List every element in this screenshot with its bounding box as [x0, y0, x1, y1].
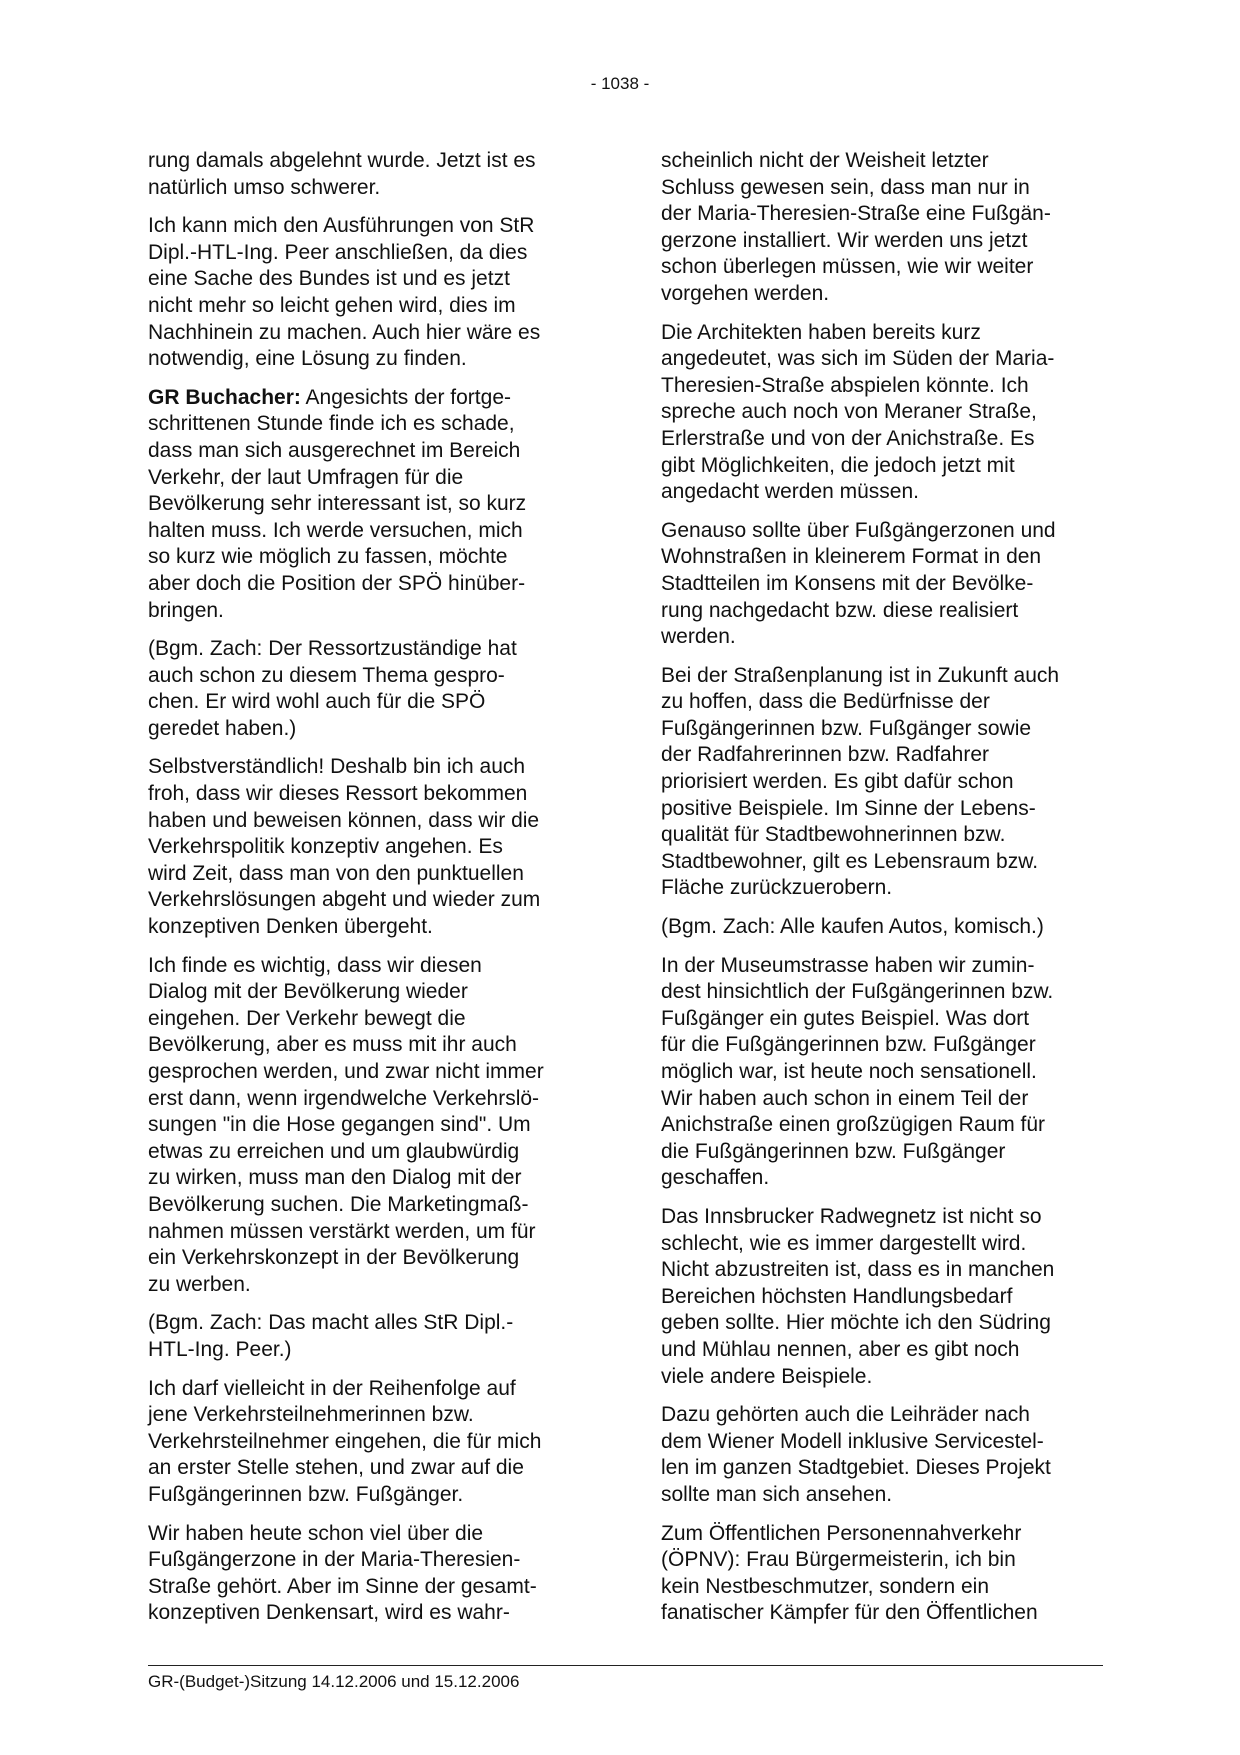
line-text: (Bgm. Zach: Das macht alles StR Dipl.-	[148, 1311, 514, 1335]
line-text: Dazu gehörten auch die Leihräder nach	[661, 1403, 1030, 1427]
text-line	[661, 281, 1107, 308]
line-text: Bei der Straßenplanung ist in Zukunft auch	[661, 663, 1060, 687]
line-text: zu hoffen, dass die Bedürfnisse der	[661, 690, 990, 714]
text-line	[148, 887, 588, 914]
paragraph	[661, 148, 1107, 308]
line-text: Genauso sollte über Fußgängerzonen und	[661, 518, 1056, 542]
text-line	[661, 175, 1107, 202]
line-text: Nachhinein zu machen. Auch hier wäre es	[148, 320, 541, 344]
text-line	[148, 1376, 588, 1403]
line-text: Verkehrslösungen abgeht und wieder zum	[148, 888, 541, 912]
text-line	[661, 875, 1107, 902]
line-text: so kurz wie möglich zu fassen, möchte	[148, 545, 508, 569]
text-line	[661, 1032, 1107, 1059]
text-line	[148, 411, 588, 438]
text-line	[148, 1032, 588, 1059]
text-line	[661, 1482, 1107, 1509]
text-line	[148, 598, 588, 625]
text-line	[148, 1600, 588, 1627]
line-text: für die Fußgängerinnen bzw. Fußgänger	[661, 1033, 1036, 1057]
paragraph	[148, 213, 588, 373]
line-text: Dipl.-HTL-Ing. Peer anschließen, da dies	[148, 240, 528, 264]
text-line	[661, 1112, 1107, 1139]
line-text: eine Sache des Bundes ist und es jetzt	[148, 267, 510, 291]
text-line	[661, 796, 1107, 823]
text-line	[661, 399, 1107, 426]
text-line	[148, 953, 588, 980]
text-line	[148, 346, 588, 373]
text-line	[661, 716, 1107, 743]
paragraph	[661, 663, 1107, 902]
text-line	[148, 1455, 588, 1482]
text-line	[148, 320, 588, 347]
text-line	[661, 453, 1107, 480]
line-text: wird Zeit, dass man von den punktuellen	[148, 861, 524, 885]
line-text: und Mühlau nennen, aber es gibt noch	[661, 1337, 1020, 1361]
text-line	[661, 254, 1107, 281]
text-line	[148, 1402, 588, 1429]
footer-divider	[148, 1665, 1103, 1666]
line-text: bringen.	[148, 598, 224, 622]
line-text: notwendig, eine Lösung zu finden.	[148, 347, 467, 371]
text-line	[148, 808, 588, 835]
text-line	[148, 266, 588, 293]
text-line	[661, 1310, 1107, 1337]
paragraph	[661, 1204, 1107, 1390]
text-line	[148, 293, 588, 320]
text-line	[148, 544, 588, 571]
text-line	[148, 518, 588, 545]
text-line	[661, 1455, 1107, 1482]
line-text: Fußgängerzone in der Maria-Theresien-	[148, 1548, 521, 1572]
line-text: konzeptiven Denken übergeht.	[148, 915, 433, 939]
line-text: zu wirken, muss man den Dialog mit der	[148, 1166, 522, 1190]
line-text: (Bgm. Zach: Alle kaufen Autos, komisch.)	[661, 915, 1044, 939]
line-text: len im ganzen Stadtgebiet. Dieses Projekt	[661, 1456, 1051, 1480]
line-text: dass man sich ausgerechnet im Bereich	[148, 438, 521, 462]
line-text: Verkehrspolitik konzeptiv angehen. Es	[148, 835, 503, 859]
text-line	[148, 1521, 588, 1548]
text-line	[148, 1192, 588, 1219]
text-line	[148, 491, 588, 518]
text-line	[148, 1310, 588, 1337]
text-line	[661, 373, 1107, 400]
text-line	[661, 979, 1107, 1006]
text-line	[148, 240, 588, 267]
line-text: natürlich umso schwerer.	[148, 175, 381, 199]
line-text: Schluss gewesen sein, dass man nur in	[661, 175, 1030, 199]
line-text: gibt Möglichkeiten, die jedoch jetzt mit	[661, 453, 1015, 477]
paragraph	[148, 1310, 588, 1363]
line-text: fanatischer Kämpfer für den Öffentlichen	[661, 1601, 1038, 1625]
text-line	[661, 1337, 1107, 1364]
line-text: der Radfahrerinnen bzw. Radfahrer	[661, 743, 990, 767]
text-line	[661, 426, 1107, 453]
line-text: Wir haben auch schon in einem Teil der	[661, 1086, 1029, 1110]
line-text: Erlerstraße und von der Anichstraße. Es	[661, 426, 1035, 450]
text-line	[661, 598, 1107, 625]
left-text-column	[148, 148, 588, 1639]
text-line	[148, 438, 588, 465]
text-line	[148, 1574, 588, 1601]
line-text: zu werben.	[148, 1272, 251, 1296]
text-line	[661, 571, 1107, 598]
text-line	[661, 1547, 1107, 1574]
text-line	[661, 201, 1107, 228]
text-line	[661, 1402, 1107, 1429]
line-text: Bereichen höchsten Handlungsbedarf	[661, 1284, 1013, 1308]
line-text: priorisiert werden. Es gibt dafür schon	[661, 770, 1014, 794]
text-line	[661, 1257, 1107, 1284]
line-text: kein Nestbeschmutzer, sondern ein	[661, 1574, 990, 1598]
text-line	[661, 1059, 1107, 1086]
paragraph	[661, 914, 1107, 941]
text-line	[661, 1165, 1107, 1192]
line-text: eingehen. Der Verkehr bewegt die	[148, 1006, 466, 1030]
line-text: Fußgängerinnen bzw. Fußgänger sowie	[661, 716, 1032, 740]
line-text: (Bgm. Zach: Der Ressortzuständige hat	[148, 637, 517, 661]
line-text: schrittenen Stunde finde ich es schade,	[148, 412, 515, 436]
text-line	[148, 1272, 588, 1299]
line-text: schon überlegen müssen, wie wir weiter	[661, 255, 1034, 279]
line-text: Dialog mit der Bevölkerung wieder	[148, 980, 468, 1004]
line-text: Anichstraße einen großzügigen Raum für	[661, 1113, 1046, 1137]
text-line	[148, 1112, 588, 1139]
line-text: ein Verkehrskonzept in der Bevölkerung	[148, 1246, 520, 1270]
line-text: spreche auch noch von Meraner Straße,	[661, 400, 1037, 424]
line-text: Angesichts der fortge-	[300, 385, 511, 409]
text-line	[661, 1574, 1107, 1601]
line-text: Fläche zurückzuerobern.	[661, 876, 893, 900]
text-line	[661, 1086, 1107, 1113]
text-line	[661, 346, 1107, 373]
text-line	[148, 914, 588, 941]
paragraph	[661, 953, 1107, 1192]
text-line	[661, 1600, 1107, 1627]
text-line	[148, 175, 588, 202]
text-line	[661, 1521, 1107, 1548]
line-text: geben sollte. Hier möchte ich den Südring	[661, 1311, 1051, 1335]
line-text: jene Verkehrsteilnehmerinnen bzw.	[148, 1403, 474, 1427]
line-text: Bevölkerung sehr interessant ist, so kurz	[148, 492, 527, 516]
line-text: Zum Öffentlichen Personennahverkehr	[661, 1521, 1022, 1545]
line-text: rung damals abgelehnt wurde. Jetzt ist es	[148, 149, 536, 172]
line-text: qualität für Stadtbewohnerinnen bzw.	[661, 823, 1006, 847]
paragraph	[148, 385, 588, 624]
text-line	[148, 1059, 588, 1086]
text-line	[148, 1219, 588, 1246]
line-text: Theresien-Straße abspielen könnte. Ich	[661, 373, 1029, 397]
line-text: sungen "in die Hose gegangen sind". Um	[148, 1113, 531, 1137]
text-line	[661, 822, 1107, 849]
paragraph	[148, 1376, 588, 1509]
text-line	[661, 518, 1107, 545]
text-line	[661, 1284, 1107, 1311]
line-text: Ich finde es wichtig, dass wir diesen	[148, 953, 482, 977]
text-line	[661, 953, 1107, 980]
line-text: Selbstverständlich! Deshalb bin ich auch	[148, 755, 526, 779]
text-line	[148, 834, 588, 861]
text-line	[148, 465, 588, 492]
right-text-column	[661, 148, 1107, 1639]
line-text: angedeutet, was sich im Süden der Maria-	[661, 347, 1055, 371]
speaker-name: GR Buchacher:	[148, 385, 301, 409]
line-text: Ich kann mich den Ausführungen von StR	[148, 214, 535, 238]
text-line	[661, 148, 1107, 175]
line-text: gesprochen werden, und zwar nicht immer	[148, 1060, 544, 1083]
text-line	[148, 636, 588, 663]
text-line	[661, 479, 1107, 506]
text-line	[148, 385, 588, 412]
text-line	[148, 689, 588, 716]
text-line	[661, 689, 1107, 716]
line-text: erst dann, wenn irgendwelche Verkehrslö-	[148, 1086, 540, 1110]
paragraph	[148, 148, 588, 201]
paragraph	[148, 953, 588, 1299]
line-text: Stadtbewohner, gilt es Lebensraum bzw.	[661, 849, 1039, 873]
line-text: vorgehen werden.	[661, 281, 830, 305]
paragraph	[148, 636, 588, 742]
text-line	[661, 1139, 1107, 1166]
text-line	[661, 1006, 1107, 1033]
line-text: nahmen müssen verstärkt werden, um für	[148, 1219, 536, 1243]
text-line	[661, 742, 1107, 769]
text-line	[661, 1429, 1107, 1456]
text-line	[148, 213, 588, 240]
text-line	[148, 754, 588, 781]
line-text: geschaffen.	[661, 1166, 770, 1190]
line-text: nicht mehr so leicht gehen wird, dies im	[148, 293, 516, 317]
text-line	[148, 861, 588, 888]
line-text: Das Innsbrucker Radwegnetz ist nicht so	[661, 1204, 1042, 1228]
line-text: halten muss. Ich werde versuchen, mich	[148, 518, 523, 542]
text-line	[661, 1204, 1107, 1231]
text-line	[148, 663, 588, 690]
text-line	[661, 914, 1107, 941]
line-text: Verkehrsteilnehmer eingehen, die für mich	[148, 1429, 542, 1453]
line-text: Ich darf vielleicht in der Reihenfolge auf	[148, 1376, 516, 1400]
line-text: positive Beispiele. Im Sinne der Lebens-	[661, 796, 1036, 820]
line-text: Verkehr, der laut Umfragen für die	[148, 465, 464, 489]
line-text: Fußgängerinnen bzw. Fußgänger.	[148, 1482, 464, 1506]
line-text: HTL-Ing. Peer.)	[148, 1337, 292, 1361]
text-line	[661, 849, 1107, 876]
line-text: schlecht, wie es immer dargestellt wird.	[661, 1231, 1027, 1255]
text-line	[148, 1139, 588, 1166]
line-text: an erster Stelle stehen, und zwar auf die	[148, 1456, 524, 1480]
text-line	[661, 544, 1107, 571]
text-line	[148, 571, 588, 598]
text-line	[148, 716, 588, 743]
text-line	[148, 781, 588, 808]
line-text: Bevölkerung, aber es muss mit ihr auch	[148, 1033, 517, 1057]
line-text: chen. Er wird wohl auch für die SPÖ	[148, 690, 486, 714]
page-number: - 1038 -	[590, 74, 650, 93]
line-text: In der Museumstrasse haben wir zumin-	[661, 953, 1035, 977]
line-text: froh, dass wir dieses Ressort bekommen	[148, 782, 528, 806]
text-line	[148, 1086, 588, 1113]
line-text: werden.	[661, 625, 736, 649]
text-line	[148, 1165, 588, 1192]
line-text: geredet haben.)	[148, 716, 297, 740]
text-line	[661, 1231, 1107, 1258]
line-text: Die Architekten haben bereits kurz	[661, 320, 981, 344]
text-line	[148, 148, 588, 175]
line-text: scheinlich nicht der Weisheit letzter	[661, 149, 989, 172]
text-line	[148, 1547, 588, 1574]
text-line	[661, 769, 1107, 796]
text-line	[148, 1245, 588, 1272]
line-text: viele andere Beispiele.	[661, 1364, 873, 1388]
line-text: gerzone installiert. Wir werden uns jetzt	[661, 228, 1028, 252]
line-text: Fußgänger ein gutes Beispiel. Was dort	[661, 1006, 1030, 1030]
paragraph	[661, 320, 1107, 506]
text-line	[661, 1364, 1107, 1391]
line-text: etwas zu erreichen und um glaubwürdig	[148, 1139, 520, 1163]
line-text: Nicht abzustreiten ist, dass es in manchen	[661, 1258, 1055, 1282]
footer-session-label: GR-(Budget-)Sitzung 14.12.2006 und 15.12.2006	[148, 1672, 520, 1691]
line-text: Wir haben heute schon viel über die	[148, 1521, 484, 1545]
text-line	[148, 979, 588, 1006]
line-text: (ÖPNV): Frau Bürgermeisterin, ich bin	[661, 1548, 1016, 1572]
text-line	[661, 624, 1107, 651]
line-text: aber doch die Position der SPÖ hinüber-	[148, 571, 526, 595]
line-text: konzeptiven Denkensart, wird es wahr-	[148, 1601, 510, 1625]
line-text: dem Wiener Modell inklusive Servicestel-	[661, 1429, 1044, 1453]
line-text: auch schon zu diesem Thema gespro-	[148, 663, 505, 687]
paragraph	[661, 1402, 1107, 1508]
paragraph	[661, 518, 1107, 651]
text-line	[148, 1337, 588, 1364]
line-text: angedacht werden müssen.	[661, 480, 919, 504]
line-text: haben und beweisen können, dass wir die	[148, 808, 540, 832]
line-text: dest hinsichtlich der Fußgängerinnen bzw.	[661, 980, 1054, 1004]
line-text: Wohnstraßen in kleinerem Format in den	[661, 545, 1042, 569]
line-text: der Maria-Theresien-Straße eine Fußgän-	[661, 202, 1051, 226]
line-text: Stadtteilen im Konsens mit der Bevölke-	[661, 571, 1034, 595]
paragraph	[148, 1521, 588, 1627]
line-text: Straße gehört. Aber im Sinne der gesamt-	[148, 1574, 537, 1598]
text-line	[661, 663, 1107, 690]
text-line	[148, 1429, 588, 1456]
line-text: rung nachgedacht bzw. diese realisiert	[661, 598, 1019, 622]
line-text: möglich war, ist heute noch sensationell.	[661, 1060, 1037, 1083]
text-line	[661, 228, 1107, 255]
paragraph	[148, 754, 588, 940]
line-text: Bevölkerung suchen. Die Marketingmaß-	[148, 1192, 529, 1216]
paragraph	[661, 1521, 1107, 1627]
text-line	[661, 320, 1107, 347]
text-line	[148, 1006, 588, 1033]
text-line	[148, 1482, 588, 1509]
line-text: die Fußgängerinnen bzw. Fußgänger	[661, 1139, 1006, 1163]
line-text: sollte man sich ansehen.	[661, 1482, 893, 1506]
